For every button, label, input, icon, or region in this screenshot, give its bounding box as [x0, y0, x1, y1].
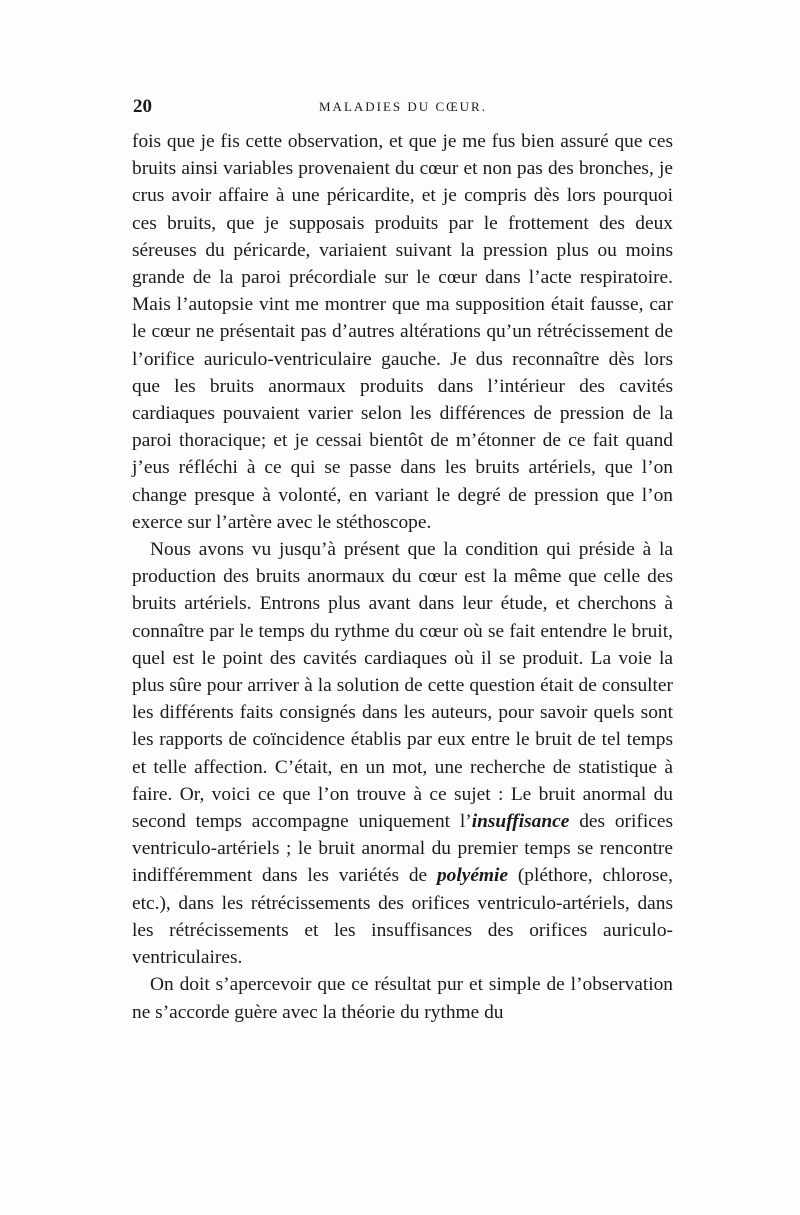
- body-text: [132, 128, 673, 1026]
- paragraph: Nous avons vu jusqu’à présent que la condition qui préside à la production des bruits anormaux du cœur est la même que celle des bruits artériels. Entrons plus avant dans leur étude, et cherchons à connaître par le temps du rythme du cœur où se fait entendre le bruit, quel est le point des cavités cardiaques où il se produit. La voie la plus sûre pour arriver à la solution de cette question était de consulter les différents faits consignés dans les auteurs, pour savoir quels sont les rapports de coïncidence établis par eux entre le bruit de tel temps et telle affection. C’était, en un mot, une recherche de statistique à faire. Or, voici ce que l’on trouve à ce sujet : Le bruit anormal du second temps accompagne uniquement l’insuffisance des orifices ventriculo-artériels ; le bruit anormal du premier temps se rencontre indifféremment dans les variétés de polyémie (pléthore, chlorose, etc.), dans les rétrécissements des orifices ventriculo-artériels, dans les rétrécissements et les insuffisances des orifices auriculo-ventriculaires.: [132, 539, 673, 969]
- italic-term-insuffisance: insuffisance: [471, 811, 570, 833]
- running-title: MALADIES DU CŒUR.: [319, 99, 487, 114]
- paragraph: fois que je fis cette observation, et que je me fus bien assuré que ces bruits ainsi variables provenaient du cœur et non pas des bronches, je crus avoir affaire à une péricardite, et je compris dès lors pourquoi ces bruits, que je supposais produits par le frottement des deux séreuses du péricarde, variaient suivant la pression plus ou moins grande de la paroi précordiale sur le cœur dans l’acte respiratoire. Mais l’autopsie vint me montrer que ma supposition était fausse, car le cœur ne présentait pas d’autres altérations qu’un rétrécissement de l’orifice auriculo-ventriculaire gauche. Je dus reconnaître dès lors que les bruits anormaux produits dans l’intérieur des cavités cardiaques pouvaient varier selon les différences de pression de la paroi thoracique; et je cessai bientôt de m’étonner de ce fait quand j’eus réfléchi à ce qui se passe dans les bruits artériels, que l’on change presque à volonté, en variant le degré de pression que l’on exerce sur l’artère avec le stéthoscope.: [132, 131, 673, 533]
- paragraph: On doit s’apercevoir que ce résultat pur et simple de l’observation ne s’accorde guère avec la théorie du rythme du: [132, 974, 673, 1023]
- page-number: 20: [133, 96, 152, 117]
- italic-term-polyemie: polyémie: [436, 865, 509, 887]
- page-header: [133, 96, 673, 120]
